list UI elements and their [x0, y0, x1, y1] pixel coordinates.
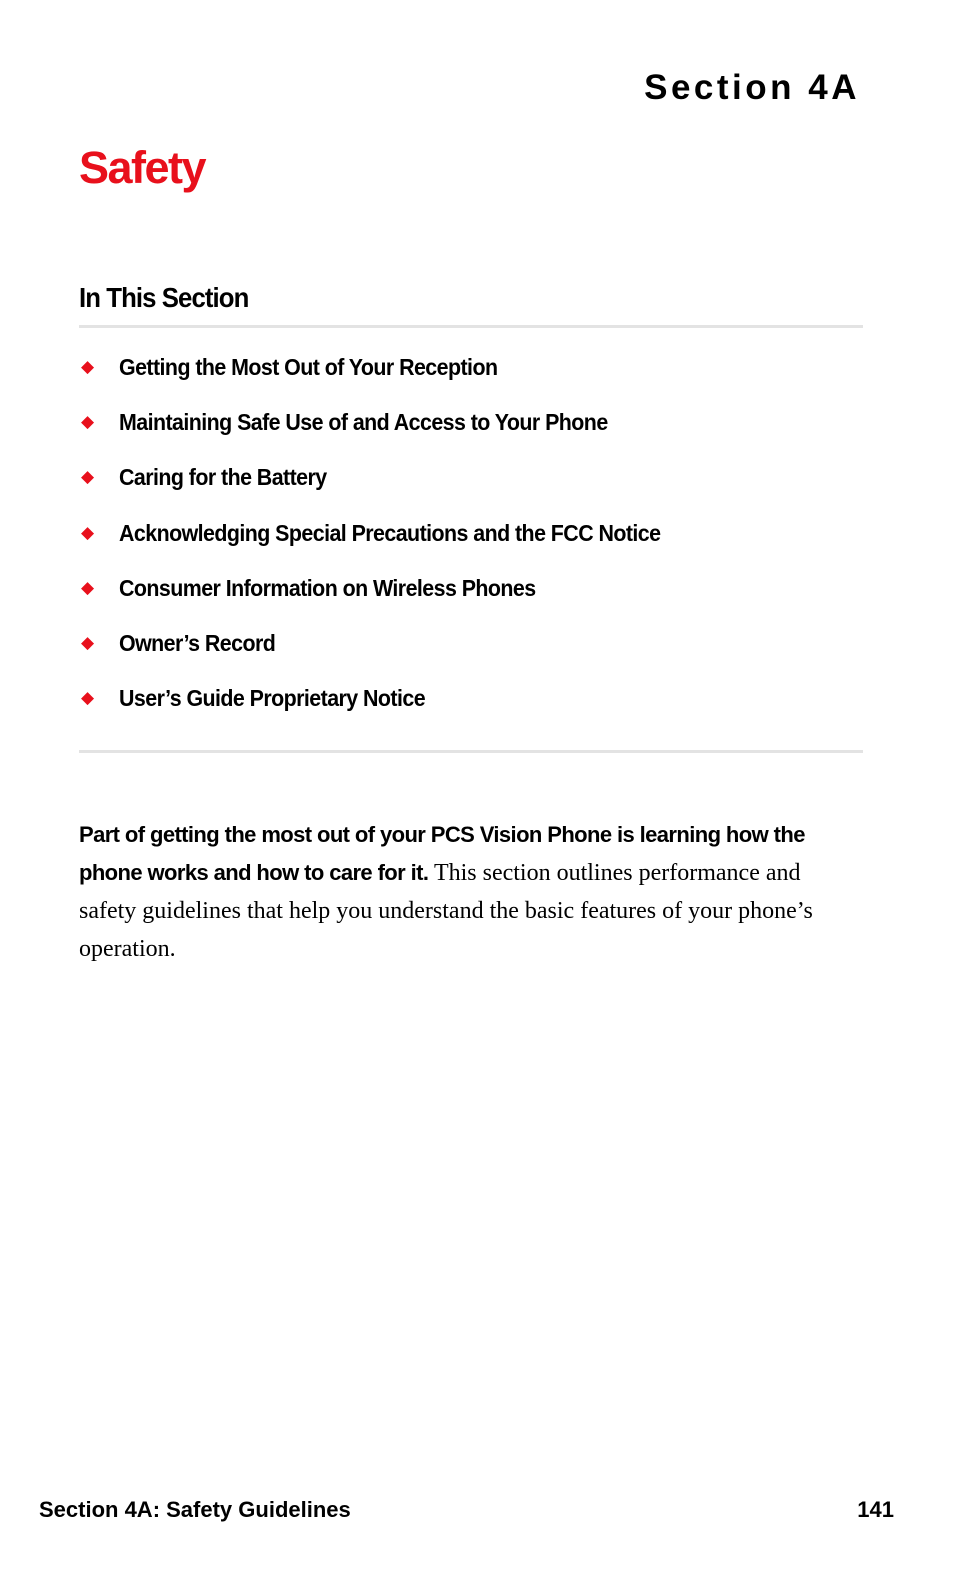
toc-item-label: User’s Guide Proprietary Notice [119, 685, 426, 712]
toc-item-label: Consumer Information on Wireless Phones [119, 574, 536, 601]
divider-bottom [79, 750, 863, 753]
diamond-bullet-icon: ◆ [81, 357, 95, 376]
page-title: Safety [79, 142, 206, 193]
toc-heading: In This Section [79, 282, 249, 313]
toc-item-consumer-info[interactable] [79, 570, 863, 625]
intro-body: This section outlines performance and safety guidelines that help you understand the basic features of your phone’s operation. [79, 860, 813, 962]
intro-lead: Part of getting the most out of your PCS Vision Phone is learning how the phone works and how to care for it. [79, 822, 805, 885]
page-number: 141 [857, 1497, 894, 1522]
diamond-bullet-icon: ◆ [81, 632, 95, 652]
toc-item-battery[interactable] [79, 459, 863, 514]
toc-item-label: Maintaining Safe Use of and Access to Your Phone [119, 409, 608, 436]
intro-paragraph [79, 816, 863, 968]
divider-top [79, 325, 863, 328]
footer-section-title: Section 4A: Safety Guidelines [39, 1497, 351, 1522]
toc-item-label: Getting the Most Out of Your Reception [119, 354, 498, 380]
diamond-bullet-icon: ◆ [81, 467, 95, 487]
diamond-bullet-icon: ◆ [81, 688, 95, 708]
diamond-bullet-icon: ◆ [81, 412, 95, 432]
toc-item-label: Owner’s Record [119, 629, 276, 656]
diamond-bullet-icon: ◆ [81, 577, 95, 597]
toc-item-label: Caring for the Battery [119, 464, 327, 491]
toc-item-reception[interactable] [79, 349, 863, 404]
toc-item-safe-use[interactable] [79, 404, 863, 459]
toc-item-proprietary-notice[interactable] [79, 680, 863, 735]
toc-item-label: Acknowledging Special Precautions and the FCC Notice [119, 519, 661, 546]
toc-item-owners-record[interactable] [79, 625, 863, 680]
diamond-bullet-icon: ◆ [81, 522, 95, 542]
section-label: Section 4A [644, 68, 860, 107]
toc-list [79, 349, 863, 735]
toc-item-fcc-notice[interactable] [79, 515, 863, 570]
